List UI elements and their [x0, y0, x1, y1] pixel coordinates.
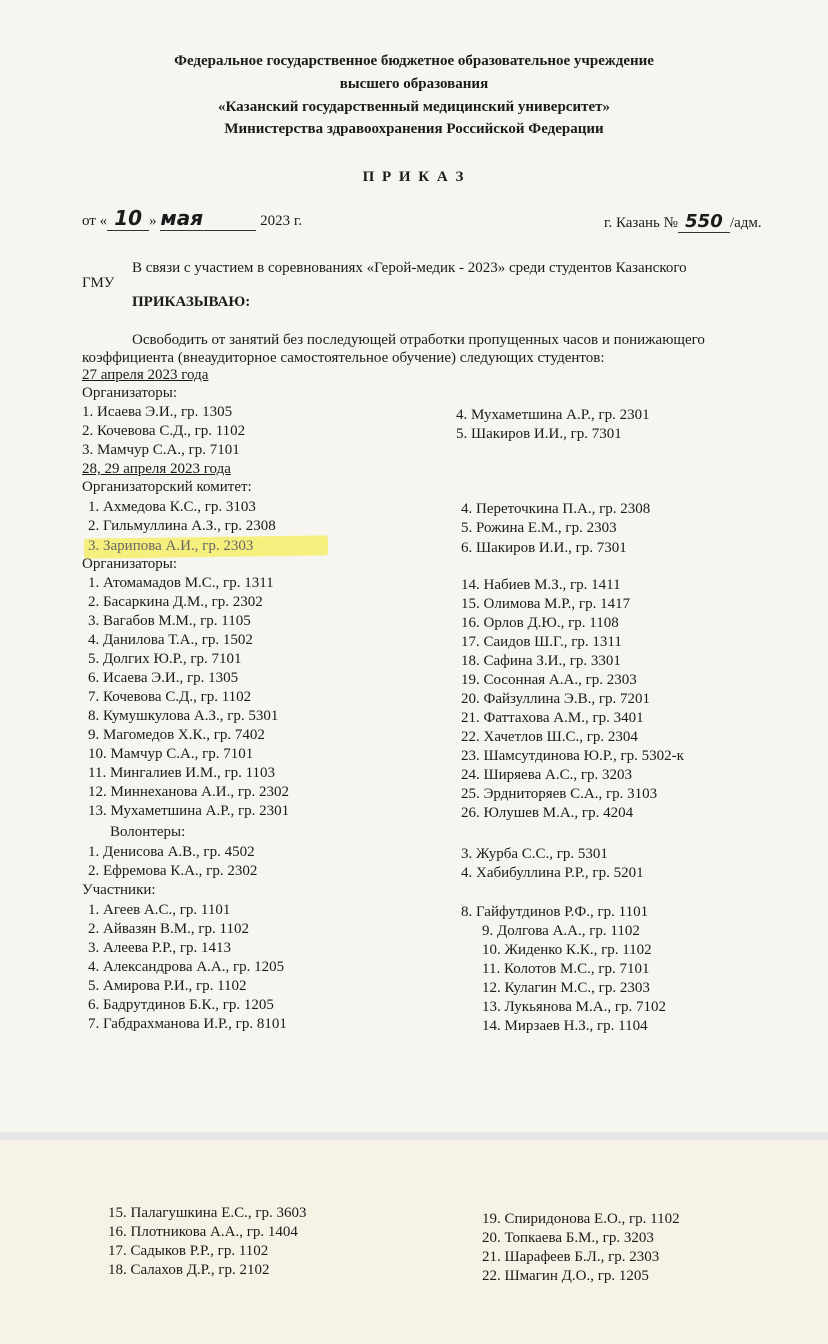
header-line-1: Федеральное государственное бюджетное образовательное учреждение [174, 53, 654, 69]
list-item: 3. Вагабов М.М., гр. 1105 [88, 613, 251, 629]
page-separator [0, 1132, 828, 1140]
list-item: 13. Лукьянова М.А., гр. 7102 [482, 999, 666, 1015]
list-item: 25. Эрдниторяев С.А., гр. 3103 [461, 786, 658, 802]
list-item: 15. Олимова М.Р., гр. 1417 [461, 596, 631, 612]
list-item: 1. Атомамадов М.С., гр. 1311 [88, 575, 274, 591]
list-item: 8. Гайфутдинов Р.Ф., гр. 1101 [461, 904, 649, 920]
list-item: 3. Алеева Р.Р., гр. 1413 [88, 940, 232, 956]
volunteers-label: Волонтеры: [110, 824, 186, 840]
order-number [604, 213, 762, 233]
section-date-2: 28, 29 апреля 2023 года [82, 461, 231, 477]
city-label: г. Казань № [604, 215, 678, 231]
list-item-highlighted: 3. Зарипова А.И., гр. 2303 [88, 538, 254, 554]
list-item: 1. Денисова А.В., гр. 4502 [88, 844, 255, 860]
list-item: 13. Мухаметшина А.Р., гр. 2301 [88, 803, 290, 819]
header-line-3: «Казанский государственный медицинский университет» [218, 99, 610, 115]
intro-line-2: ГМУ [82, 275, 115, 291]
list-item: 9. Долгова А.А., гр. 1102 [482, 923, 640, 939]
list-item: 3. Мамчур С.А., гр. 7101 [82, 442, 240, 458]
list-item: 24. Ширяева А.С., гр. 3203 [461, 767, 632, 783]
document-page-2 [0, 1140, 828, 1344]
list-item: 12. Миннеханова А.И., гр. 2302 [88, 784, 289, 800]
list-item: 2. Гильмуллина А.З., гр. 2308 [88, 518, 276, 534]
list-item: 20. Файзуллина Э.В., гр. 7201 [461, 691, 650, 707]
list-item: 4. Данилова Т.А., гр. 1502 [88, 632, 253, 648]
list-item: 5. Рожина Е.М., гр. 2303 [461, 520, 617, 536]
list-item: 4. Мухаметшина А.Р., гр. 2301 [456, 407, 650, 423]
list-item: 5. Долгих Ю.Р., гр. 7101 [88, 651, 242, 667]
header-line-2: высшего образования [339, 76, 489, 92]
list-item: 1. Ахмедова К.С., гр. 3103 [88, 499, 256, 515]
list-item: 10. Мамчур С.А., гр. 7101 [88, 746, 254, 762]
list-item: 20. Топкаева Б.М., гр. 3203 [482, 1230, 654, 1246]
intro-line-1: В связи с участием в соревнованиях «Герой-медик - 2023» среди студентов Казанского [132, 260, 687, 276]
list-item: 2. Айвазян В.М., гр. 1102 [88, 921, 249, 937]
list-item: 21. Фаттахова А.М., гр. 3401 [461, 710, 644, 726]
list-item: 9. Магомедов Х.К., гр. 7402 [88, 727, 265, 743]
organizers-label-2: Организаторы: [82, 556, 177, 572]
list-item: 4. Хабибуллина Р.Р., гр. 5201 [461, 865, 644, 881]
list-item: 22. Шмагин Д.О., гр. 1205 [482, 1268, 649, 1284]
list-item: 19. Спиридонова Е.О., гр. 1102 [482, 1211, 680, 1227]
list-item: 8. Кумушкулова А.З., гр. 5301 [88, 708, 279, 724]
list-item: 2. Басаркина Д.М., гр. 2302 [88, 594, 263, 610]
date-prefix: от « [82, 213, 108, 229]
date-year: 2023 г. [260, 213, 303, 229]
list-item: 14. Мирзаев Н.З., гр. 1104 [482, 1018, 648, 1034]
list-item: 23. Шамсутдинова Ю.Р., гр. 5302-к [461, 748, 684, 764]
list-item: 1. Исаева Э.И., гр. 1305 [82, 404, 233, 420]
list-item: 5. Амирова Р.И., гр. 1102 [88, 978, 247, 994]
list-item: 5. Шакиров И.И., гр. 7301 [456, 426, 622, 442]
list-item: 15. Палагушкина Е.С., гр. 3603 [108, 1205, 307, 1221]
list-item: 16. Плотникова А.А., гр. 1404 [108, 1224, 298, 1240]
order-date [82, 206, 303, 231]
committee-label: Организаторский комитет: [82, 479, 252, 495]
list-item: 4. Александрова А.А., гр. 1205 [88, 959, 285, 975]
order-word: ПРИКАЗЫВАЮ: [132, 294, 251, 310]
list-item: 16. Орлов Д.Ю., гр. 1108 [461, 615, 619, 631]
date-month: мая [160, 206, 204, 230]
list-item: 7. Кочевова С.Д., гр. 1102 [88, 689, 252, 705]
release-line-2: коэффициента (внеаудиторное самостоятельное обучение) следующих студентов: [82, 350, 605, 366]
list-item: 21. Шарафеев Б.Л., гр. 2303 [482, 1249, 660, 1265]
list-item: 26. Юлушев М.А., гр. 4204 [461, 805, 634, 821]
list-item: 19. Сосонная А.А., гр. 2303 [461, 672, 637, 688]
list-item: 18. Салахов Д.Р., гр. 2102 [108, 1262, 270, 1278]
list-item: 17. Саидов Ш.Г., гр. 1311 [461, 634, 622, 650]
list-item: 22. Хачетлов Ш.С., гр. 2304 [461, 729, 638, 745]
list-item: 18. Сафина З.И., гр. 3301 [461, 653, 621, 669]
list-item: 2. Ефремова К.А., гр. 2302 [88, 863, 258, 879]
list-item: 11. Мингалиев И.М., гр. 1103 [88, 765, 276, 781]
list-item: 17. Садыков Р.Р., гр. 1102 [108, 1243, 269, 1259]
list-item: 6. Исаева Э.И., гр. 1305 [88, 670, 239, 686]
list-item: 11. Колотов М.С., гр. 7101 [482, 961, 650, 977]
date-mid: » [149, 213, 157, 229]
list-item: 1. Агеев А.С., гр. 1101 [88, 902, 231, 918]
organizers-label-1: Организаторы: [82, 385, 177, 401]
list-item: 10. Жиденко К.К., гр. 1102 [482, 942, 652, 958]
list-item: 12. Кулагин М.С., гр. 2303 [482, 980, 650, 996]
list-item: 14. Набиев М.З., гр. 1411 [461, 577, 621, 593]
list-item: 3. Журба С.С., гр. 5301 [461, 846, 608, 862]
order-number-suffix: /адм. [729, 215, 762, 231]
list-item: 7. Габдрахманова И.Р., гр. 8101 [88, 1016, 287, 1032]
list-item: 6. Шакиров И.И., гр. 7301 [461, 540, 627, 556]
participants-label: Участники: [82, 882, 156, 898]
list-item: 4. Переточкина П.А., гр. 2308 [461, 501, 651, 517]
list-item: 2. Кочевова С.Д., гр. 1102 [82, 423, 246, 439]
release-line-1: Освободить от занятий без последующей отработки пропущенных часов и понижающего [132, 332, 705, 348]
date-day: 10 [114, 206, 143, 230]
list-item: 6. Бадрутдинов Б.К., гр. 1205 [88, 997, 274, 1013]
order-number-handwritten: 550 [685, 211, 723, 232]
section-date-1: 27 апреля 2023 года [82, 367, 209, 383]
document-title: П Р И К А З [362, 169, 466, 185]
header-line-4: Министерства здравоохранения Российской Федерации [224, 121, 604, 137]
